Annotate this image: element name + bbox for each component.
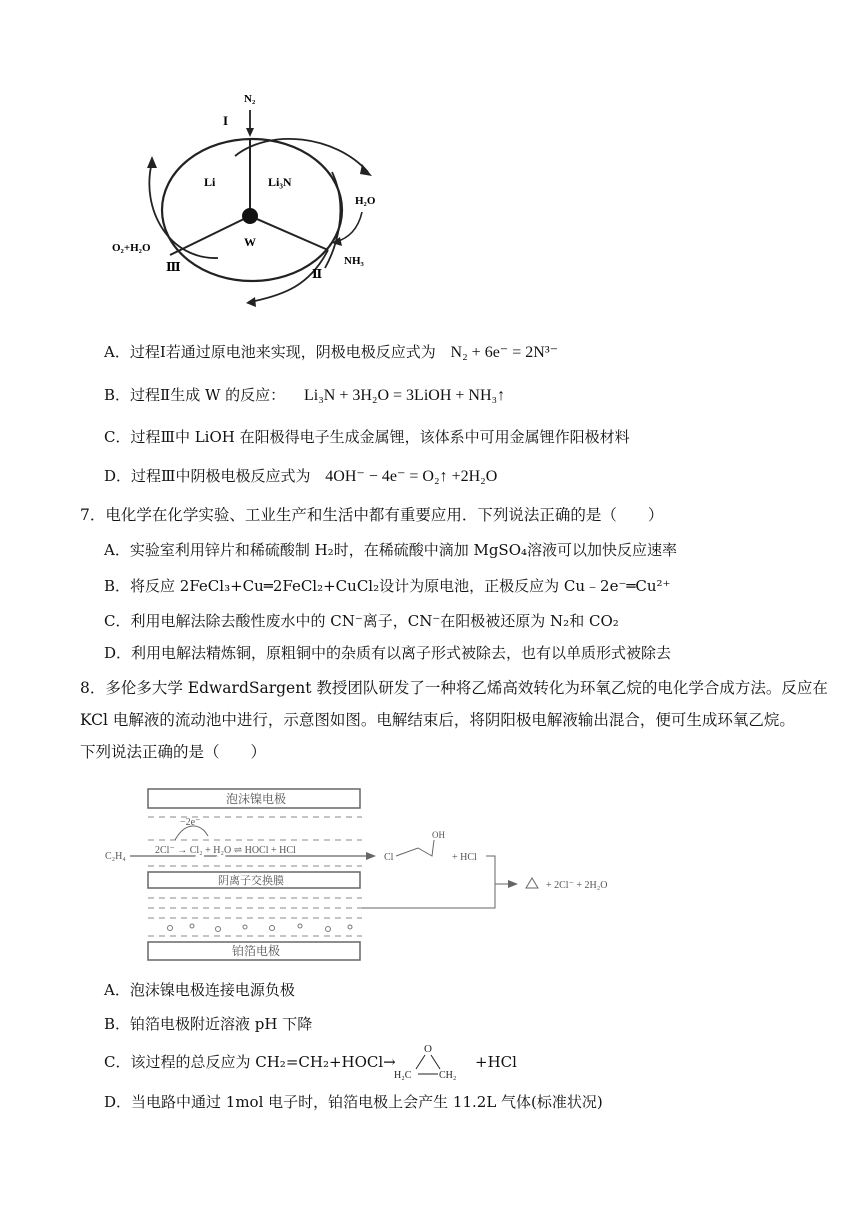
epoxide-h2c: H₂C <box>394 1070 412 1081</box>
q8-option-c-suffix: +HCl <box>475 1053 517 1071</box>
label-w: W <box>244 235 256 249</box>
anolyte-pipe <box>486 856 510 884</box>
epoxide-ch2: CH₂ <box>439 1070 457 1081</box>
q6-option-a <box>104 342 558 363</box>
label-nh3: NH₃ <box>344 255 364 267</box>
reaction-label: 2Cl⁻ → Cl₂ + H₂O ⇌ HOCl + HCl <box>155 845 296 856</box>
catholyte-pipe <box>362 884 495 908</box>
q8-option-c-text: C．该过程的总反应为 CH₂=CH₂+HOCl→ <box>104 1053 396 1071</box>
electrolysis-diagram <box>100 780 640 965</box>
q6-option-a-equation: N₂ + 6e⁻ = 2N³⁻ <box>450 344 559 361</box>
feed-arrow-head <box>366 852 376 860</box>
q6-option-a-text: A．过程Ⅰ若通过原电池来实现，阴极电极反应式为 <box>104 343 436 361</box>
q6-option-d-equation: 4OH⁻ − 4e⁻ = O₂↑ +2H₂O <box>325 468 498 485</box>
q8-stem-line-3: 下列说法正确的是（ ） <box>80 743 267 761</box>
label-h2o: H₂O <box>355 195 376 207</box>
merge-arrow-head <box>508 880 518 888</box>
q8-option-a-text: A．泡沫镍电极连接电源负极 <box>104 981 295 999</box>
epoxide-ring <box>526 878 538 888</box>
gas-bubbles <box>168 924 353 932</box>
q7-option-d: D．利用电解法精炼铜，原粗铜中的杂质有以离子形式被除去，也有以单质形式被除去 <box>104 644 672 662</box>
q6-option-d <box>104 466 497 487</box>
process-2-arc <box>325 172 340 268</box>
q7-option-c: C．利用电解法除去酸性废水中的 CN⁻离子，CN⁻在阳极被还原为 N₂和 CO₂ <box>104 612 619 630</box>
label-step1: I <box>223 113 229 128</box>
q6-option-c <box>104 427 630 447</box>
q8-option-b <box>104 1014 312 1034</box>
q8-option-a <box>104 980 295 1000</box>
plus-hcl-label: + HCl <box>452 852 477 863</box>
electron-arrow <box>175 826 208 840</box>
epoxide-o: O <box>424 1043 432 1055</box>
q7-option-a: A．实验室利用锌片和稀硫酸制 H₂时，在稀硫酸中滴加 MgSO₄溶液可以加快反应速率 <box>104 541 678 559</box>
epoxide-bond-left <box>416 1055 425 1069</box>
n2-arrow-head <box>246 128 254 137</box>
epoxide-structure <box>392 1040 464 1082</box>
electron-label: −2e⁻ <box>180 817 201 828</box>
q6-option-b-equation: Li₃N + 3H₂O = 3LiOH + NH₃↑ <box>303 387 506 404</box>
q8-option-b-text: B．铂箔电极附近溶液 pH 下降 <box>104 1015 313 1033</box>
process-1-arrow-head <box>360 164 372 176</box>
q8-stem-line-1: 8．多伦多大学 EdwardSargent 教授团队研发了一种将乙烯高效转化为环氧乙烷的电化学合成方法。反应在 <box>80 679 828 697</box>
q6-option-b <box>104 385 505 406</box>
oh-label: OH <box>432 830 445 840</box>
membrane-label: 阴离子交换膜 <box>218 875 284 887</box>
top-electrode-label: 泡沫镍电极 <box>226 792 287 806</box>
q7-stem: 7．电化学在化学实验、工业生产和生活中都有重要应用．下列说法正确的是（ ） <box>80 506 664 524</box>
q6-option-d-text: D．过程Ⅲ中阴极电极反应式为 <box>104 467 311 485</box>
feed-label: C₂H₄ <box>105 851 126 862</box>
label-step3: Ⅲ <box>166 260 181 274</box>
process-3-arrow-head <box>147 156 157 168</box>
chlorohydrin-skeleton <box>396 840 434 856</box>
lithium-cycle-diagram <box>100 80 400 320</box>
bottom-electrode-label: 铂箔电极 <box>232 944 281 958</box>
product-label: + 2Cl⁻ + 2H₂O <box>546 880 608 891</box>
cl-label: Cl <box>384 852 394 863</box>
q6-option-c-text: C．过程Ⅲ中 LiOH 在阳极得电子生成金属锂，该体系中可用金属锂作阳极材料 <box>104 428 630 446</box>
center-dot <box>242 208 258 224</box>
label-li3n: Li₃N <box>268 175 292 189</box>
process-1-arc <box>235 139 368 172</box>
q8-stem-line-2: KCl 电解液的流动池中进行，示意图如图。电解结束后，将阴阳极电解液输出混合，便可生成环氧乙烷。 <box>80 711 795 729</box>
q8-option-d-text: D．当电路中通过 1mol 电子时，铂箔电极上会产生 11.2L 气体(标准状况) <box>104 1093 603 1111</box>
label-step2: Ⅱ <box>312 267 323 281</box>
q8-option-c <box>104 1052 396 1072</box>
label-o2h2o: O₂+H₂O <box>112 242 151 254</box>
q6-option-b-text: B．过程Ⅱ生成 W 的反应： <box>104 386 286 404</box>
label-li: Li <box>204 175 216 189</box>
spoke-right <box>250 216 328 250</box>
q8-option-d <box>104 1092 603 1112</box>
process-2-arrow-head <box>246 297 256 307</box>
epoxide-bond-right <box>431 1055 440 1069</box>
label-n2: N₂ <box>244 93 256 105</box>
q7-option-b: B．将反应 2FeCl₃+Cu═2FeCl₂+CuCl₂设计为原电池，正极反应为 Cu﹣2e⁻═Cu²⁺ <box>104 577 671 595</box>
